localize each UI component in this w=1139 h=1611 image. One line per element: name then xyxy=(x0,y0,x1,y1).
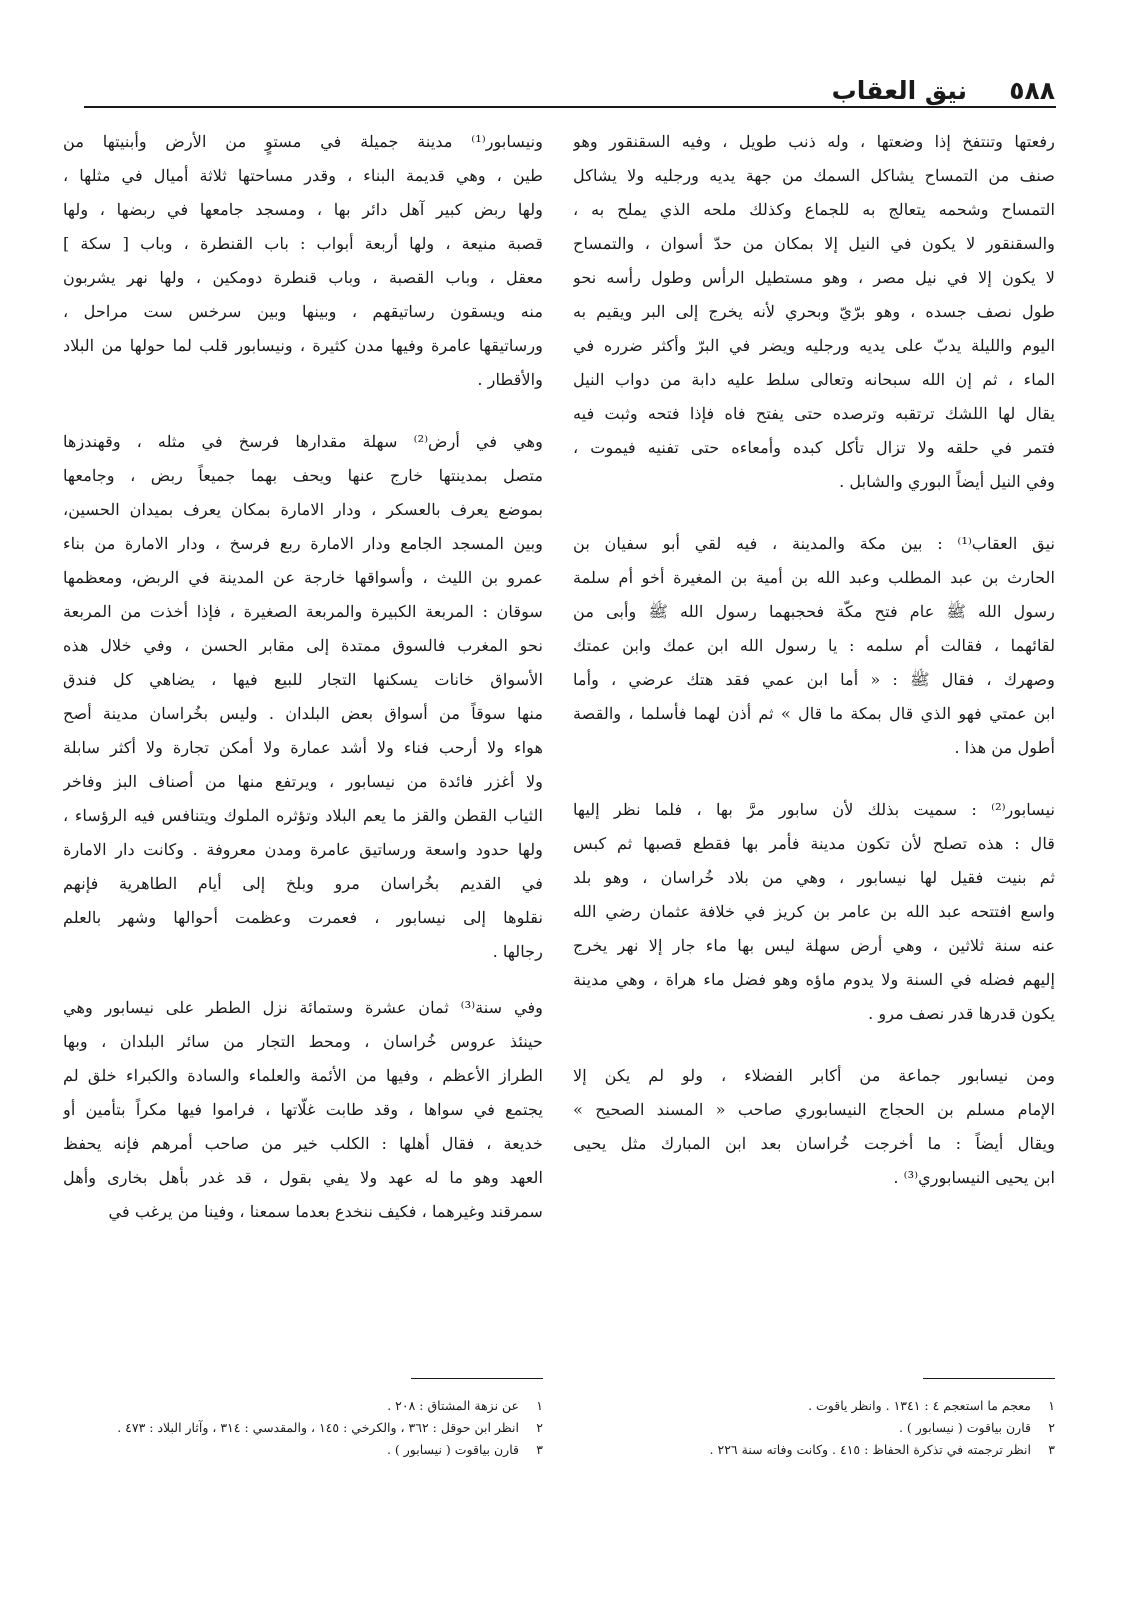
paragraph-gap xyxy=(573,765,1055,793)
text-line: الثياب القطن والقز ما يعم البلاد وتؤثره الملوك ويتنافس فيه الرؤساء ، xyxy=(63,806,543,825)
running-title: نيق العقاب xyxy=(831,76,967,105)
text-line: نيق العقاب⁽¹⁾ : بين مكة والمدينة ، فيه لقي أبو سفيان بن xyxy=(573,534,1055,553)
text-line: الماء ، ثم إن الله سبحانه وتعالى سلط عليه دابة من دواب النيل xyxy=(573,370,1055,389)
text-line: الإمام مسلم بن الحجاج النيسابوري صاحب « المسند الصحيح » xyxy=(573,1100,1055,1119)
text-line: واسع افتتحه عبد الله بن عامر بن كريز في خلافة عثمان رضي الله xyxy=(573,902,1055,921)
text-line: والأقطار . xyxy=(477,370,543,389)
footnote-text: عن نزهة المشتاق : ٢٠٨ . xyxy=(387,1398,519,1413)
text-line: الأسواق خانات يسكنها التجار للبيع فيها ، يضاهي كل فندق xyxy=(63,670,543,689)
paragraph-gap xyxy=(63,969,543,991)
text-line: ولا أغزر فائدة من نيسابور ، ويرتفع منها من أصناف البز وفاخر xyxy=(63,772,543,791)
text-line: قال : هذه تصلح لأن تكون مدينة فأمر بها فقطع قصبها ثم كبس xyxy=(573,834,1055,853)
paragraph xyxy=(573,125,1055,499)
text-line: لا يكون إلا في نيل مصر ، وهو مستطيل الرأس وطول رأسه نحو xyxy=(573,268,1055,287)
text-line: ثم بنيت فقيل لها نيسابور ، وهي من بلاد خُراسان ، وهو بلد xyxy=(573,868,1055,887)
text-line: ابن يحيى النيسابوري⁽³⁾ . xyxy=(893,1168,1055,1187)
text-line: ومن نيسابور جماعة من أكابر الفضلاء ، ولو لم يكن إلا xyxy=(573,1066,1055,1085)
text-line: عنه سنة ثلاثين ، وهي أرض سهلة ليس بها ماء جار إلا نهر يخرج xyxy=(573,936,1055,955)
footnote-number: ١ xyxy=(536,1398,543,1413)
left-column xyxy=(63,125,543,1229)
text-line: العهد وهو ما له عهد ولا يفي بقول ، قد غدر بأهل بخارى وأهل xyxy=(63,1168,543,1187)
text-line: نيسابور⁽²⁾ : سميت بذلك لأن سابور مرَّ بها ، فلما نظر إليها xyxy=(573,800,1055,819)
text-line: منها سوقاً من أسواق بعض البلدان . وليس بخُراسان مدينة أصح xyxy=(63,704,543,723)
paragraph xyxy=(573,527,1055,765)
text-line: ابن عمتي فهو الذي قال بمكة ما قال » ثم أذن لهما فأسلما ، والقصة xyxy=(573,704,1055,723)
text-line: نحو المغرب فالسوق ممتدة إلى مقابر الحسن ، وفي خلال هذه xyxy=(63,636,543,655)
text-line: سوقان : المربعة الكبيرة والمربعة الصغيرة ، فإذا أخذت من المربعة xyxy=(63,602,543,621)
footnote xyxy=(573,1417,1055,1439)
text-line: بموضع يعرف بالعسكر ، ودار الامارة بمكان يعرف بميدان الحسين، xyxy=(63,500,543,519)
paragraph-gap xyxy=(573,499,1055,527)
text-line: وصهرك ، فقال ﷺ : « أما ابن عمي فقد هتك عرضي ، وأما xyxy=(573,670,1055,689)
footnote xyxy=(63,1439,543,1461)
text-line: نقلوها إلى نيسابور ، فعمرت وعظمت أحوالها وشهر بالعلم xyxy=(63,908,543,927)
text-line: اليوم والليلة يدبّ على يديه ورجليه ويضر في البرّ وأكثر ضرره في xyxy=(573,336,1055,355)
paragraph xyxy=(63,125,543,397)
right-column xyxy=(573,125,1055,1195)
footnote-number: ٣ xyxy=(1048,1442,1055,1457)
text-line: سمرقند وغيرهما ، فكيف ننخدع بعدما سمعنا ، وفينا من يرغب في xyxy=(108,1202,543,1221)
paragraph xyxy=(63,991,543,1229)
text-line: الحارث بن عبد المطلب وعبد الله بن أمية بن المغيرة أخو أم سلمة xyxy=(573,568,1055,587)
footnote-text: انظر ابن حوقل : ٣٦٢ ، والكرخي : ١٤٥ ، والمقدسي : ٣١٤ ، وآثار البلاد : ٤٧٣ . xyxy=(117,1420,519,1435)
text-line: رسول الله ﷺ عام فتح مكّة فحجبهما رسول الله ﷺ وأبى من xyxy=(573,602,1055,621)
text-line: ونيسابور⁽¹⁾ مدينة جميلة في مستوٍ من الأرض وأبنيتها من xyxy=(63,132,543,151)
text-line: خديعة ، فقال أهلها : الكلب خير من صاحب أمرهم فإنه يحفظ xyxy=(63,1134,543,1153)
footnote-number: ٢ xyxy=(1048,1420,1055,1435)
text-line: ورساتيقها عامرة وفيها مدن كثيرة ، ونيسابور قلب لما حولها من البلاد xyxy=(63,336,543,355)
paragraph-gap xyxy=(63,397,543,425)
paragraph xyxy=(63,425,543,969)
footnote xyxy=(573,1395,1055,1417)
footnote-number: ٢ xyxy=(536,1420,543,1435)
text-line: في القديم بخُراسان مرو وبلخ إلى أيام الطاهرية فإنهم xyxy=(63,874,543,893)
footnote-text: انظر ترجمته في تذكرة الحفاظ : ٤١٥ . وكانت وفاته سنة ٢٢٦ . xyxy=(709,1442,1031,1457)
text-line: رجالها . xyxy=(492,942,543,961)
footnote-number: ١ xyxy=(1048,1398,1055,1413)
text-line: فتمر في حلقه ولا تزال تأكل كبده وأمعاءه حتى تفنيه فيموت ، xyxy=(573,438,1055,457)
text-line: معقل ، وباب القصبة ، وباب قنطرة دومكين ، ولها نهر يشربون xyxy=(63,268,543,287)
text-line: إليهم فضله في السنة ولا يدوم ماؤه وهو فضل ماء هراة ، وهي مدينة xyxy=(573,970,1055,989)
text-line: منه ويسقون رساتيقهم ، وبينها وبين سرخس ست مراحل ، xyxy=(63,302,543,321)
text-line: حينئذ عروس خُراسان ، ومحط التجار من سائر البلدان ، وبها xyxy=(63,1032,543,1051)
footnote-text: قارن بياقوت ( نيسابور ) . xyxy=(386,1442,519,1457)
footnote-text: معجم ما استعجم ٤ : ١٣٤١ . وانظر ياقوت . xyxy=(808,1398,1031,1413)
text-line: والسقنقور لا يكون في النيل إلا بمكان من حدّ أسوان ، والتمساح xyxy=(573,234,1055,253)
text-line: هواء ولا أرحب فناء ولا أشد عمارة ولا أمكن تجارة ولا أكثر سابلة xyxy=(63,738,543,757)
paragraph xyxy=(573,1059,1055,1195)
paragraph-gap xyxy=(573,1031,1055,1059)
footnote xyxy=(63,1417,543,1439)
text-line: متصل بمدينتها خارج عنها ويحف بهما جميعاً ربض ، وجامعها xyxy=(63,466,543,485)
footnotes-right xyxy=(573,1395,1055,1461)
text-line: التمساح وشحمه يتعالج به للجماع وكذلك ملحه الذي يملح به ، xyxy=(573,200,1055,219)
footnote-number: ٣ xyxy=(536,1442,543,1457)
text-line: طين ، وهي قديمة البناء ، وقدر مساحتها ثلاثة أميال في مثلها ، xyxy=(63,166,543,185)
text-line: الطراز الأعظم ، وفيها من الأئمة والعلماء والسادة والكبراء خلق لم xyxy=(63,1066,543,1085)
footnote xyxy=(573,1439,1055,1461)
text-line: لقائهما ، فقالت أم سلمه : يا رسول الله ابن عمك وابن عمتك xyxy=(573,636,1055,655)
text-line: ولها حدود واسعة ورساتيق عامرة ومدن معروفة . وكانت دار الامارة xyxy=(63,840,543,859)
footnotes-left xyxy=(63,1395,543,1461)
text-line: رفعتها وتنتفخ إذا وضعتها ، وله ذنب طويل ، وفيه السقنقور وهو xyxy=(573,132,1055,151)
paragraph xyxy=(573,793,1055,1031)
text-line: وبين المسجد الجامع ودار الامارة ربع فرسخ ، ودار الامارة من بناء xyxy=(63,534,543,553)
text-line: أطول من هذا . xyxy=(954,738,1055,757)
text-line: وفي النيل أيضاً البوري والشابل . xyxy=(839,472,1055,491)
text-line: قصبة منيعة ، ولها أربعة أبواب : باب القنطرة ، وباب [ سكة ] xyxy=(63,234,543,253)
page-number: ٥٨٨ xyxy=(1009,76,1055,105)
text-line: ولها ربض كبير آهل دائر بها ، ومسجد جامعها في ربضها ، ولها xyxy=(63,200,543,219)
footnote-text: قارن بياقوت ( نيسابور ) . xyxy=(898,1420,1031,1435)
text-line: عمرو بن الليث ، وأسواقها خارجة عن المدينة في الربض، ومعظمها xyxy=(63,568,543,587)
text-line: يجتمع في سواها ، وقد طابت غلّاتها ، فراموا فيها مكراً بتأمين أو xyxy=(63,1100,543,1119)
text-line: طول نصف جسده ، وهو برّيّ وبحري لأنه يخرج إلى البر ويقيم به xyxy=(573,302,1055,321)
footnote xyxy=(63,1395,543,1417)
text-line: ويقال أيضاً : ما أخرجت خُراسان بعد ابن المبارك مثل يحيى xyxy=(573,1134,1055,1153)
text-line: وفي سنة⁽³⁾ ثمان عشرة وستمائة نزل الططر على نيسابور وهي xyxy=(63,998,543,1017)
text-line: يقال لها اللشك ترتقبه وترصده حتى يفتح فاه فإذا فتحه وثبت فيه xyxy=(573,404,1055,423)
text-line: وهي في أرض⁽²⁾ سهلة مقدارها فرسخ في مثله ، وقهندزها xyxy=(63,432,543,451)
text-line: صنف من التمساح يشاكل السمك من جهة يديه ورجليه ولا يشاكل xyxy=(573,166,1055,185)
footnote-rule-left xyxy=(411,1378,543,1379)
footnote-rule-right xyxy=(923,1378,1055,1379)
text-line: يكون قدرها قدر نصف مرو . xyxy=(868,1004,1055,1023)
header-rule xyxy=(84,106,1056,108)
